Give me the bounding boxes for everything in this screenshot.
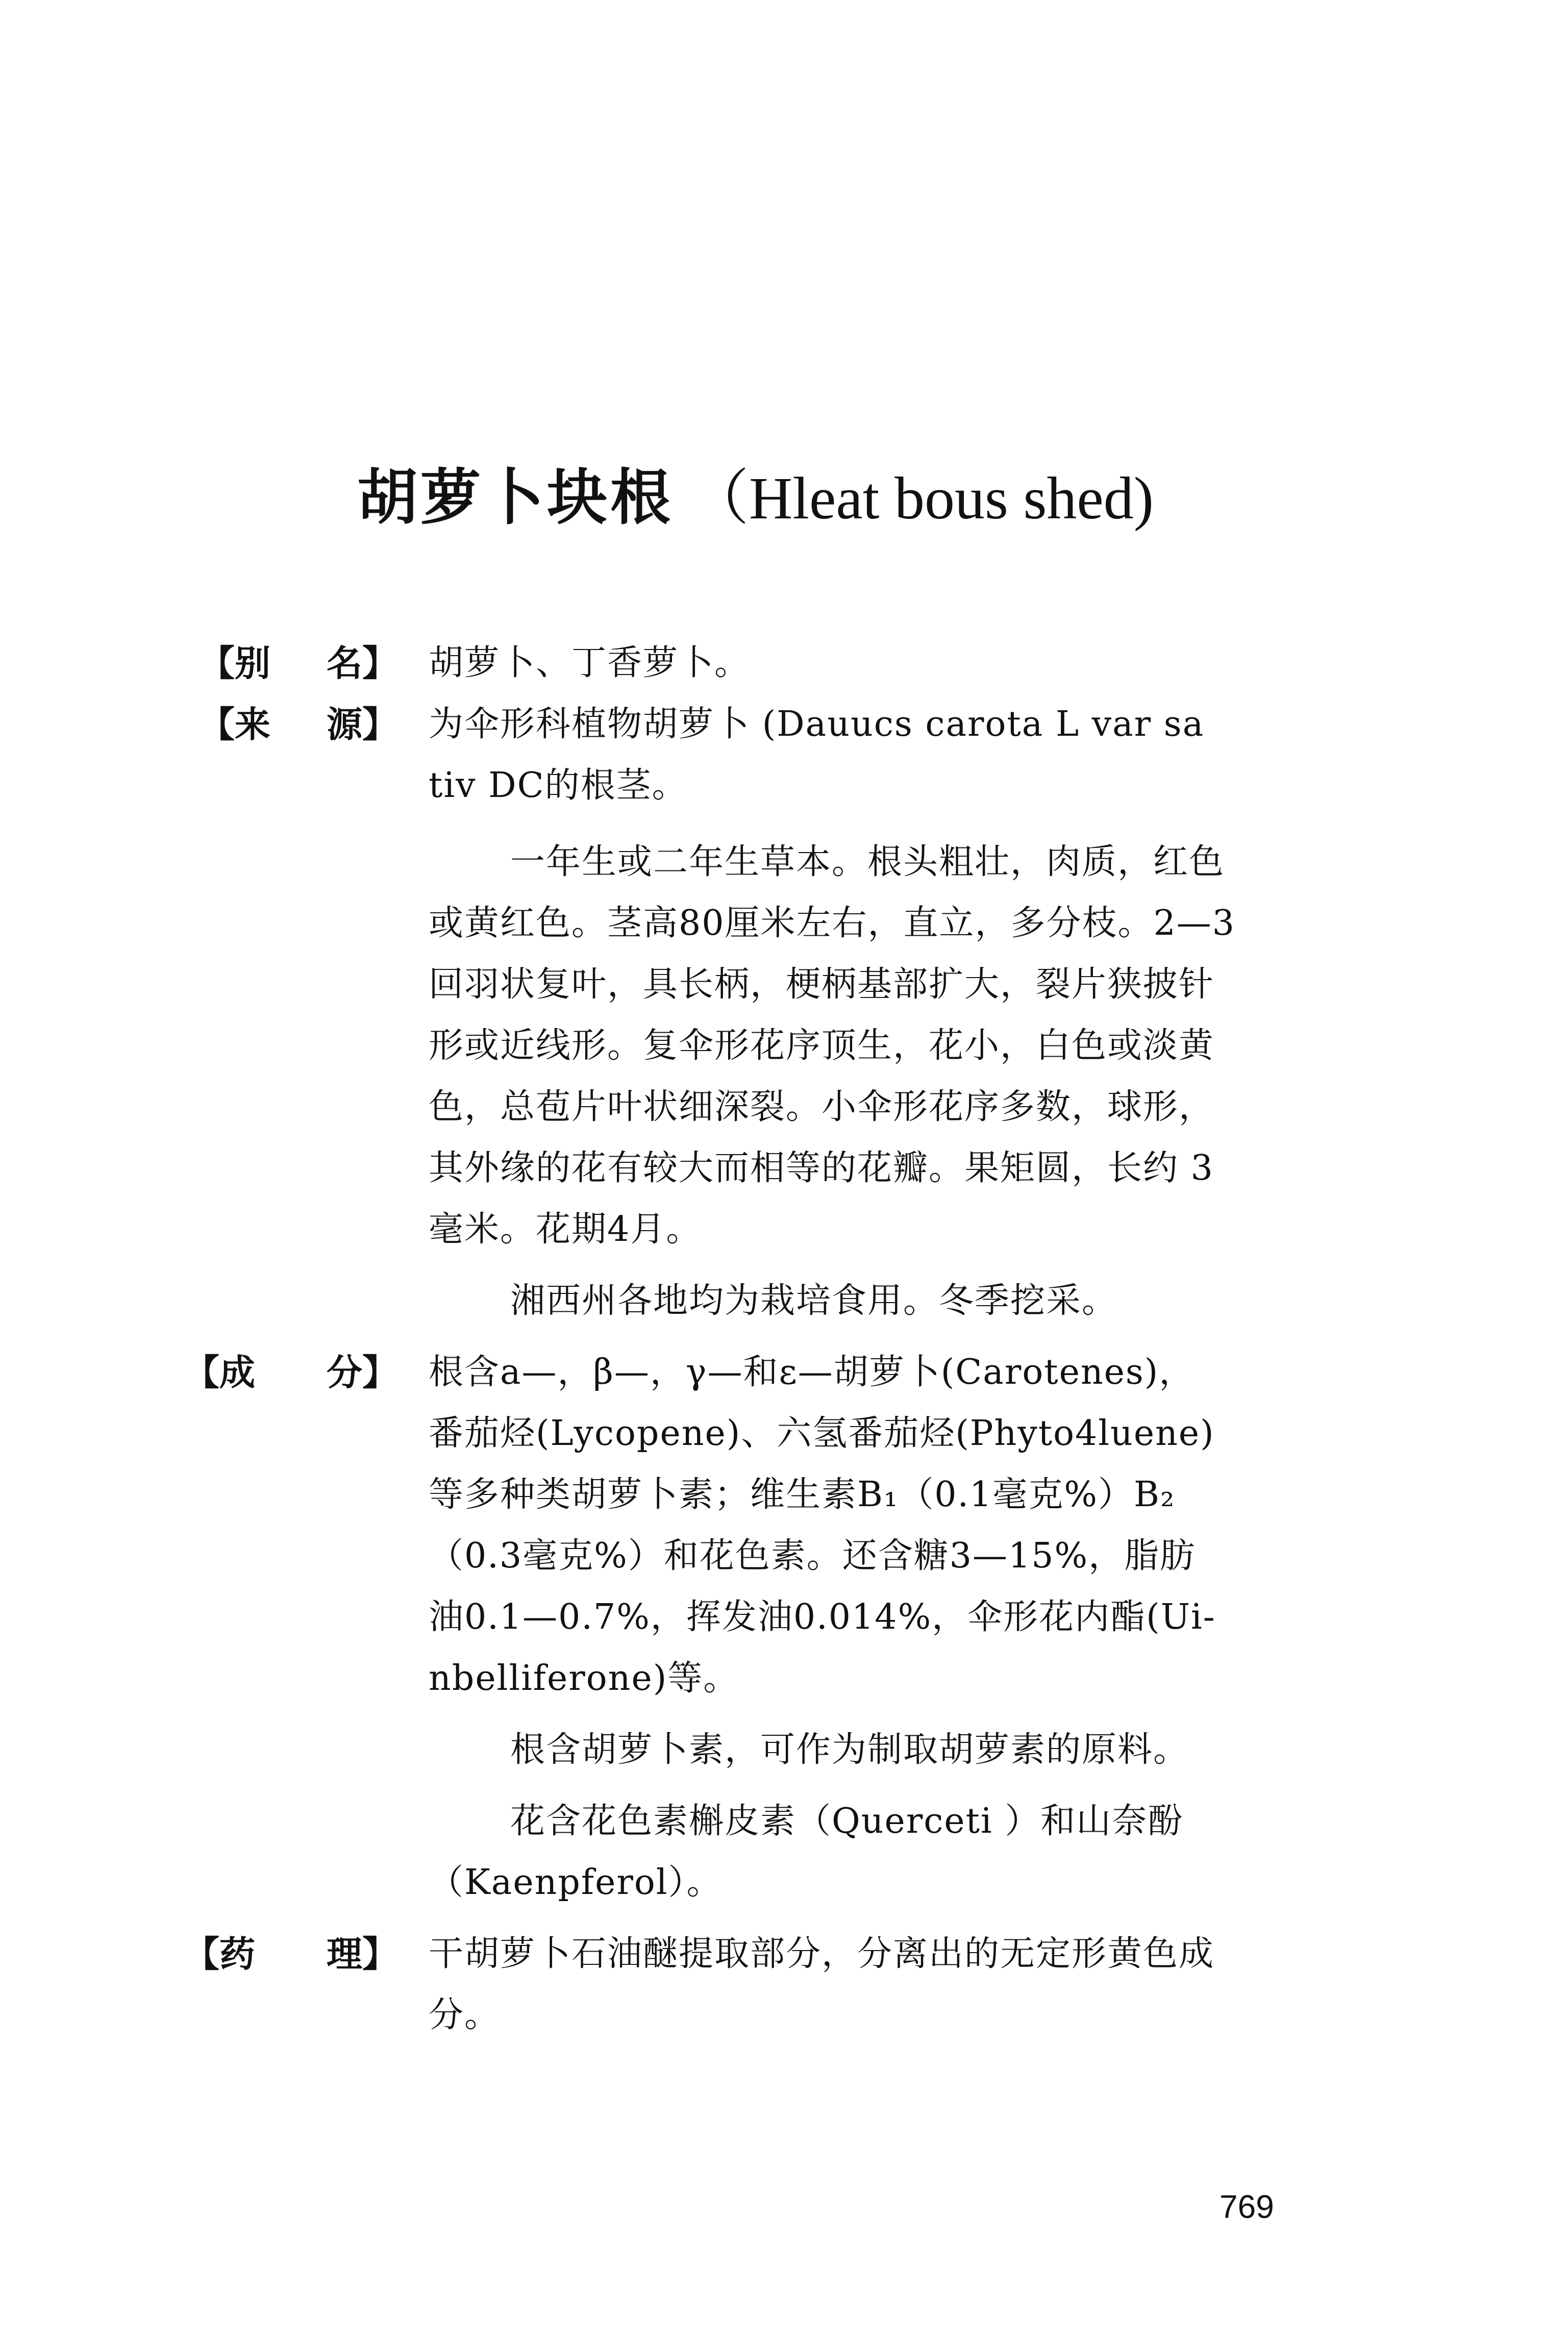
text-line: 一年生或二年生草本。根头粗壮，肉质，红色 bbox=[510, 842, 1225, 882]
label-laiyuan-right: 源】 bbox=[327, 704, 398, 745]
title-english: （Hleat bous shed) bbox=[689, 465, 1154, 532]
text-line: 根含胡萝卜素，可作为制取胡萝素的原料。 bbox=[510, 1730, 1189, 1770]
text-line: tiv DC的根茎。 bbox=[429, 765, 688, 806]
text-line: 为伞形科植物胡萝卜 (Dauucs carota L var sa bbox=[429, 704, 1205, 744]
text-line: （0.3毫克%）和花色素。还含糖3—15%，脂肪 bbox=[429, 1536, 1196, 1576]
text-line: 色，总苞片叶状细深裂。小伞形花序多数，球形， bbox=[429, 1087, 1215, 1127]
text-line: 等多种类胡萝卜素；维生素B₁（0.1毫克%）B₂ bbox=[429, 1475, 1176, 1515]
page-number: 769 bbox=[1219, 2188, 1274, 2225]
text-line: 花含花色素槲皮素（Querceti ）和山奈酚 bbox=[510, 1801, 1184, 1841]
label-laiyuan-left: 【来 bbox=[199, 704, 270, 745]
text-line: 形或近线形。复伞形花序顶生，花小，白色或淡黄 bbox=[429, 1026, 1215, 1066]
text-line: 油0.1—0.7%，挥发油0.014%，伞形花内酯(Ui- bbox=[429, 1597, 1216, 1637]
label-yaoli-left: 【药 bbox=[184, 1933, 255, 1975]
label-chengfen-right: 分】 bbox=[327, 1352, 398, 1393]
text-line: 湘西州各地均为栽培食用。冬季挖采。 bbox=[510, 1281, 1118, 1321]
text-line: 或黄红色。茎高80厘米左右，直立，多分枝。2—3 bbox=[429, 903, 1236, 943]
page-title bbox=[357, 459, 1154, 537]
title-chinese: 胡萝卜块根 bbox=[357, 462, 674, 533]
text-line: 分。 bbox=[429, 1995, 501, 2035]
text-line: 回羽状复叶，具长柄，梗柄基部扩大，裂片狭披针 bbox=[429, 964, 1215, 1005]
label-chengfen-left: 【成 bbox=[184, 1352, 255, 1393]
text-line: 番茄烃(Lycopene)、六氢番茄烃(Phyto4luene) bbox=[429, 1413, 1215, 1454]
label-bieming-right: 名】 bbox=[327, 642, 398, 684]
text-line: 其外缘的花有较大而相等的花瓣。果矩圆，长约 3 bbox=[429, 1148, 1214, 1188]
text-line: （Kaenpferol）。 bbox=[429, 1862, 723, 1903]
text-line: nbelliferone)等。 bbox=[429, 1658, 739, 1699]
label-bieming-left: 【别 bbox=[199, 642, 270, 684]
text-line: 干胡萝卜石油醚提取部分，分离出的无定形黄色成 bbox=[429, 1934, 1215, 1974]
text-line: 根含a—，β—，γ—和ε—胡萝卜(Carotenes)， bbox=[429, 1352, 1195, 1392]
text-line: 毫米。花期4月。 bbox=[429, 1209, 702, 1250]
label-yaoli-right: 理】 bbox=[327, 1933, 398, 1975]
text-line: 胡萝卜、丁香萝卜。 bbox=[429, 643, 751, 683]
